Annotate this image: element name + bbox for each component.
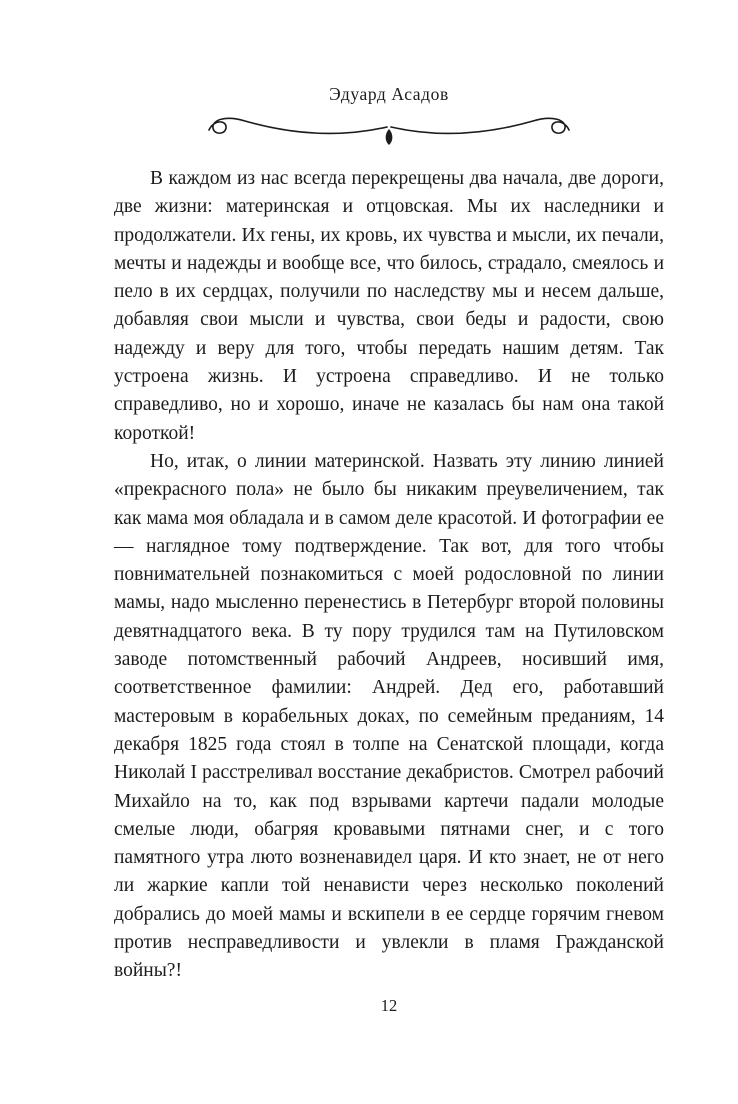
body-text [114,165,664,986]
paragraph: В каждом из нас всегда перекрещены два начала, две дороги, две жизни: материнская и отцовская. Мы их наследники и продолжатели. Их гены, их кровь, их чувства и мысли, их печали, мечты и надежды и вообще все, что билось, страдало, смеялось и пело в их сердцах, получили по наследству мы и несем дальше, добавляя свои мысли и чувства, свои беды и радости, свою надежду и веру для того, чтобы передать нашим детям. Так устроена жизнь. И устроена справедливо. И не только справедливо, но и хорошо, иначе не казалась бы нам она такой короткой! [114,168,664,444]
running-header: Эдуард Асадов [329,84,449,104]
paragraph: Но, итак, о линии материнской. Назвать эту линию линией «прекрасного пола» не было бы никаким преувеличением, так как мама моя обладала и в самом деле красотой. И фотографии ее — наглядное тому подтверждение. Так вот, для того чтобы повнимательней познакомиться с моей родословной по линии мамы, надо мысленно перенестись в Петербург второй половины девятнадцатого века. В ту пору трудился там на Путиловском заводе потомственный рабочий Андреев, носивший имя, соответственное фамилии: Андрей. Дед его, работавший мастеровым в корабельных доках, по семейным преданиям, 14 декабря 1825 года стоял в толпе на Сенатской площади, когда Николай I расстреливал восстание декабристов. Смотрел рабочий Михайло на то, как под взрывами картечи падали молодые смелые люди, обагряя кровавыми пятнами снег, и с того памятного утра люто возненавидел царя. И кто знает, не от него ли жаркие капли той ненависти через несколько поколений добрались до моей мамы и вскипели в ее сердце горячим гневом против несправедливости и увлекли в пламя Гражданской войны?! [114,450,664,982]
calligraphic-flourish-icon [199,113,579,149]
page-number: 12 [380,996,398,1015]
divider-flourish [114,113,664,149]
